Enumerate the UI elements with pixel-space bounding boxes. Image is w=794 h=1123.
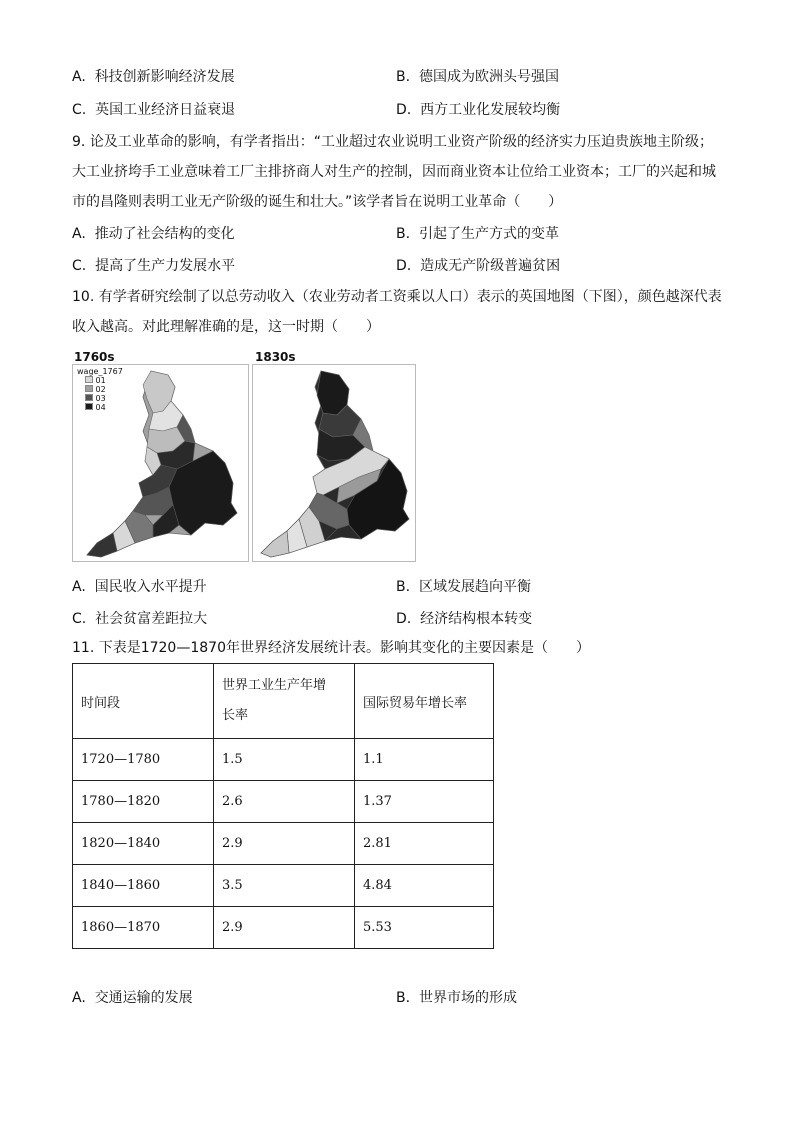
option-key: A. [72, 69, 86, 85]
q11-option-a[interactable] [72, 989, 193, 1007]
map-legend [77, 367, 123, 412]
q8-option-b[interactable] [396, 68, 559, 86]
header-cell-period: 时间段 [73, 664, 214, 739]
option-text: 德国成为欧洲头号强国 [418, 69, 559, 85]
table-cell-industrial: 2.9 [214, 823, 355, 865]
table-cell-period: 1720—1780 [73, 739, 214, 781]
header-text: 世界工业生产年增 [222, 678, 327, 693]
option-text: 引起了生产方式的变革 [418, 226, 559, 242]
legend-title: wage_1767 [77, 367, 123, 376]
option-text: 推动了社会结构的变化 [94, 226, 235, 242]
option-text: 英国工业经济日益衰退 [95, 102, 236, 118]
q9-stem-line-2: 大工业挤垮手工业意味着工厂主排挤商人对生产的控制，因而商业资本让位给工业资本；工厂的兴起和城 [72, 164, 716, 180]
table-row [73, 781, 494, 823]
option-key: C. [72, 258, 87, 274]
map-label-1830s: 1830s [255, 350, 296, 364]
q8-option-d[interactable] [396, 101, 560, 119]
legend-item-label: 04 [95, 403, 106, 412]
option-text: 科技创新影响经济发展 [94, 69, 235, 85]
header-cell-industrial-growth [214, 664, 355, 739]
map-label-1760s: 1760s [74, 350, 115, 364]
option-text: 造成无产阶级普遍贫困 [420, 258, 561, 274]
option-text: 区域发展趋向平衡 [418, 579, 531, 595]
table-cell-industrial: 1.5 [214, 739, 355, 781]
q10-option-a[interactable] [72, 578, 207, 596]
table-cell-period: 1860—1870 [73, 907, 214, 949]
legend-item [85, 376, 123, 385]
option-text: 社会贫富差距拉大 [95, 611, 208, 627]
q10-stem-line-2: 收入越高。对此理解准确的是，这一时期（ ） [72, 319, 380, 335]
option-key: A. [72, 579, 86, 595]
q8-option-c[interactable] [72, 101, 235, 119]
option-key: D. [396, 102, 412, 118]
q10-option-b[interactable] [396, 578, 531, 596]
q9-option-c[interactable] [72, 257, 235, 275]
option-text: 西方工业化发展较均衡 [420, 102, 561, 118]
option-key: A. [72, 990, 86, 1006]
economy-stats-table [72, 663, 494, 949]
header-text: 长率 [222, 708, 249, 723]
legend-item-label: 01 [95, 376, 106, 385]
q9-option-a[interactable] [72, 225, 235, 243]
option-key: A. [72, 226, 86, 242]
table-row [73, 823, 494, 865]
table-cell-trade: 1.1 [355, 739, 494, 781]
q11-option-b[interactable] [396, 989, 517, 1007]
table-cell-trade: 5.53 [355, 907, 494, 949]
option-key: B. [396, 226, 411, 242]
table-cell-industrial: 2.6 [214, 781, 355, 823]
table-cell-trade: 2.81 [355, 823, 494, 865]
option-key: C. [72, 611, 87, 627]
table-cell-industrial: 2.9 [214, 907, 355, 949]
option-text: 提高了生产力发展水平 [95, 258, 236, 274]
header-cell-trade-growth: 国际贸易年增长率 [355, 664, 494, 739]
table-cell-period: 1840—1860 [73, 865, 214, 907]
option-key: B. [396, 69, 411, 85]
q8-option-a[interactable] [72, 68, 235, 86]
table-row [73, 865, 494, 907]
table-header-row [73, 664, 494, 739]
map-1830s-svg [253, 365, 415, 561]
option-text: 交通运输的发展 [94, 990, 193, 1006]
legend-item [85, 403, 123, 412]
england-income-maps [72, 350, 416, 565]
q9-stem-line-3: 市的昌隆则表明工业无产阶级的诞生和壮大。”该学者旨在说明工业革命（ ） [72, 194, 563, 210]
option-text: 世界市场的形成 [418, 990, 517, 1006]
legend-item-label: 03 [95, 394, 106, 403]
legend-item [85, 385, 123, 394]
map-1830s [252, 364, 416, 562]
table-cell-trade: 1.37 [355, 781, 494, 823]
option-text: 经济结构根本转变 [420, 611, 533, 627]
q9-stem-line-1: 9. 论及工业革命的影响，有学者指出：“工业超过农业说明工业资产阶级的经济实力压迫贵族地主阶级； [72, 134, 714, 150]
option-key: B. [396, 990, 411, 1006]
legend-item-label: 02 [95, 385, 106, 394]
table-cell-period: 1780—1820 [73, 781, 214, 823]
option-text: 国民收入水平提升 [94, 579, 207, 595]
table-cell-industrial: 3.5 [214, 865, 355, 907]
table-cell-period: 1820—1840 [73, 823, 214, 865]
legend-item [85, 394, 123, 403]
table-row [73, 739, 494, 781]
q9-option-b[interactable] [396, 225, 559, 243]
q10-stem-line-1: 10. 有学者研究绘制了以总劳动收入（农业劳动者工资乘以人口）表示的英国地图（下图），颜色越深代表 [72, 289, 722, 305]
option-key: C. [72, 102, 87, 118]
table-row [73, 907, 494, 949]
map-1760s [72, 364, 249, 562]
option-key: D. [396, 258, 412, 274]
q11-stem: 11. 下表是1720—1870年世界经济发展统计表。影响其变化的主要因素是（ ） [72, 640, 590, 656]
table-cell-trade: 4.84 [355, 865, 494, 907]
q10-option-c[interactable] [72, 610, 207, 628]
q10-option-d[interactable] [396, 610, 532, 628]
q9-option-d[interactable] [396, 257, 560, 275]
option-key: D. [396, 611, 412, 627]
option-key: B. [396, 579, 411, 595]
